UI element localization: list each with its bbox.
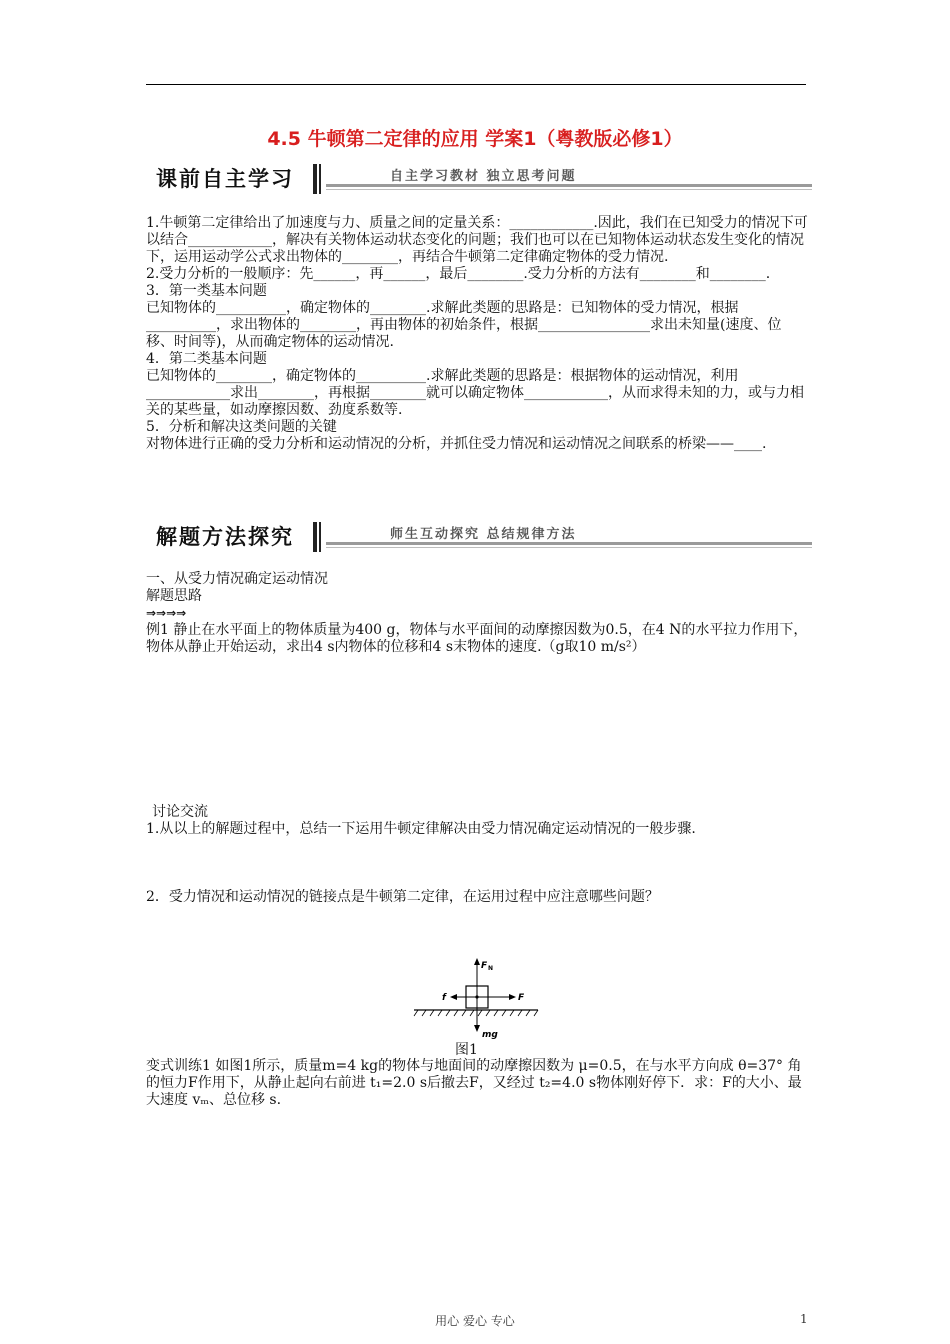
section-heading: 一、从受力情况确定运动情况 <box>146 571 328 587</box>
ground-hatch <box>414 1010 538 1016</box>
section-self-study <box>146 215 808 453</box>
banner-bar <box>313 522 317 552</box>
exercise-text: 变式训练1 如图1所示，质量m=4 kg的物体与地面间的动摩擦因数为 μ=0.5，在与水平方向成 θ=37° 角的恒力F作用下，从静止起向右前进 t₁=2.0 s后撤去F，又经过 t₂=4.0 s物体刚好停下．求：F的大小、最大速度 vₘ、总位移 s. <box>146 1058 802 1108</box>
question-2: 2.受力分析的一般顺序：先______，再______，最后________.受力分析的方法有________和________. <box>146 266 771 282</box>
label-applied-force: F <box>518 993 525 1003</box>
page-title: 4.5 牛顿第二定律的应用 学案1（粤教版必修1） <box>267 128 683 150</box>
banner-rule <box>326 547 812 548</box>
banner-self-study <box>146 162 812 196</box>
question-3-body: 已知物体的__________，确定物体的________.求解此类题的思路是：已知物体的受力情况，根据__________，求出物体的________，再由物体的初始条件，根据________________求出未知量(速度、位移、时间等)，从而确定物体的运动情况. <box>146 300 782 350</box>
label-gravity: mg <box>482 1030 498 1040</box>
banner-rule <box>326 542 812 545</box>
question-5-body: 对物体进行正确的受力分析和运动情况的分析，并抓住受力情况和运动情况之间联系的桥梁——____. <box>146 436 767 452</box>
banner-subtitle: 师生互动探究 总结规律方法 <box>390 527 577 542</box>
question-5-title: 5．分析和解决这类问题的关键 <box>146 419 337 435</box>
banner-method <box>146 520 812 554</box>
applied-force-arrowhead <box>509 994 516 1000</box>
banner-bar <box>313 164 317 194</box>
discussion-2 <box>146 889 808 906</box>
friction-arrowhead <box>450 994 457 1000</box>
exercise-1 <box>146 1058 808 1109</box>
gravity-arrowhead <box>474 1025 480 1032</box>
banner-bar <box>319 522 321 552</box>
banner-title: 课前自主学习 <box>156 167 294 191</box>
page-number: 1 <box>800 1312 808 1326</box>
discussion-heading: 讨论交流 <box>152 804 208 820</box>
label-fn: F <box>481 961 488 971</box>
question-3-title: 3．第一类基本问题 <box>146 283 267 299</box>
banner-subtitle: 自主学习教材 独立思考问题 <box>390 169 577 184</box>
example-1: 例1 静止在水平面上的物体质量为400 g，物体与水平面间的动摩擦因数为0.5，在4 N的水平拉力作用下，物体从静止开始运动，求出4 s内物体的位移和4 s末物体的速度.（g取10 m/s²） <box>146 622 808 655</box>
section-method <box>146 571 808 656</box>
question-4-title: 4．第二类基本问题 <box>146 351 267 367</box>
banner-title: 解题方法探究 <box>156 525 294 549</box>
think-label: 解题思路 <box>146 588 202 604</box>
question-4-body: 已知物体的________，确定物体的__________.求解此类题的思路是：根据物体的运动情况，利用____________求出________，再根据________就可以确定物体____________，从而求得未知的力，或与力相关的某些量，如动摩擦因数、劲度系数等. <box>146 368 804 418</box>
banner-rule <box>326 184 812 187</box>
force-diagram <box>412 956 542 1042</box>
figure-caption: 图1 <box>455 1042 478 1058</box>
discussion-q1: 1.从以上的解题过程中，总结一下运用牛顿定律解决由受力情况确定运动情况的一般步骤. <box>146 821 696 837</box>
header-rule <box>146 84 806 85</box>
banner-rule <box>326 189 812 190</box>
discussion-q2: 2．受力情况和运动情况的链接点是牛顿第二定律，在运用过程中应注意哪些问题？ <box>146 889 659 905</box>
arrows: ⇒⇒⇒⇒ <box>146 606 187 620</box>
question-1: 1.牛顿第二定律给出了加速度与力、质量之间的定量关系：____________.因此，我们在已知受力的情况下可以结合____________，解决有关物体运动状态变化的问题；我们也可以在已知物体运动状态发生变化的情况下，运用运动学公式求出物体的________，再结合牛顿第二定律确定物体的受力情况. <box>146 215 808 265</box>
footer: 用心 爱心 专心 <box>435 1314 515 1328</box>
banner-bar <box>319 164 321 194</box>
normal-force-arrowhead <box>474 958 480 965</box>
label-friction: f <box>442 993 446 1003</box>
label-fn-sub: N <box>488 965 494 972</box>
discussion <box>146 804 808 838</box>
